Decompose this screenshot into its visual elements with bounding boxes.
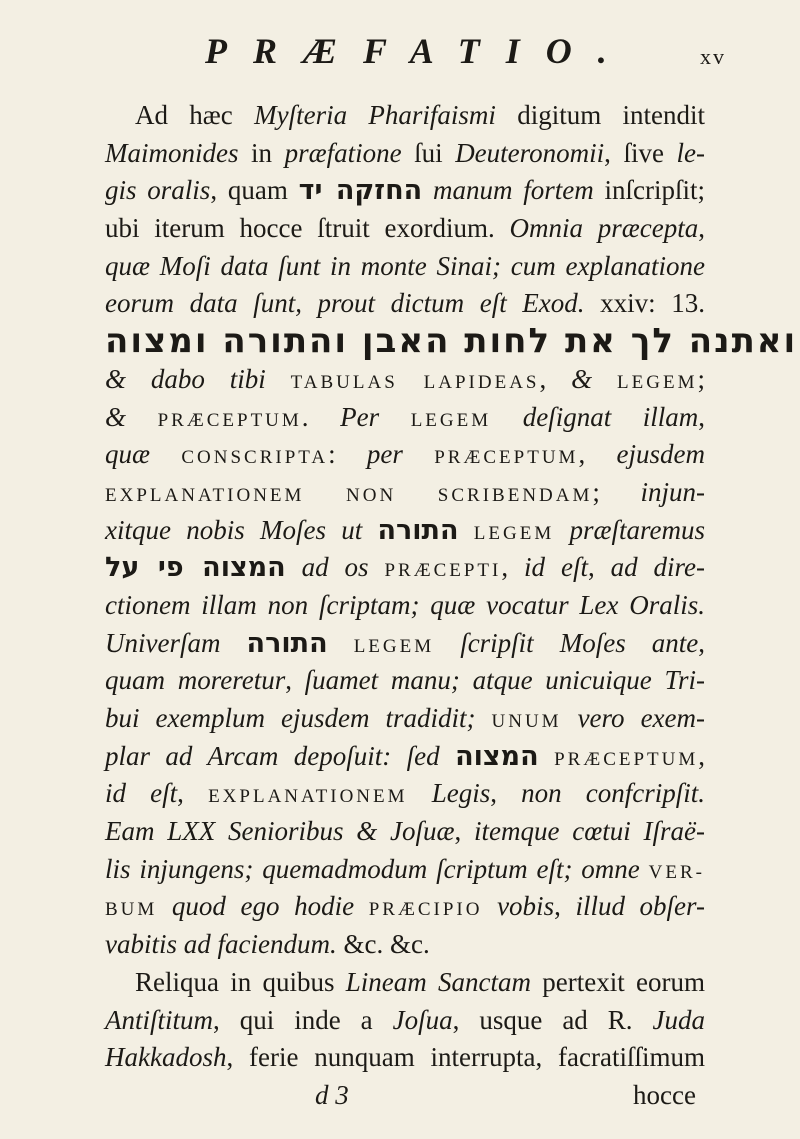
hebrew-word: התורה [246,627,328,659]
text-line: EXPLANATIONEM NON SCRIBENDAM; injun- [105,476,705,507]
hebrew-word: התורה [377,514,459,546]
text-line: gis oralis, quam החזקה יד manum fortem inſcripſit; [105,175,705,207]
hebrew-word: המצוה [455,740,539,772]
text-line: Reliqua in quibus Lineam Sanctam pertexit eorum [135,966,705,997]
text-line: BUM quod ego hodie PRÆCIPIO vobis, illud obſer- [105,891,705,922]
signature-line [105,1077,705,1115]
text-line: המצוה פי על ad os PRÆCEPTI, id eſt, ad dire- [105,552,706,584]
running-head [0,22,800,82]
text-line: & PRÆCEPTUM. Per LEGEM deſignat illam, [105,401,706,432]
hebrew-phrase: החזקה יד [298,175,423,207]
text-line: quæ CONSCRIPTA: per PRÆCEPTUM, ejusdem [105,439,705,470]
text-line: Ad hæc Myſteria Pharifaismi digitum intendit [135,100,706,130]
text-line: Univerſam התורה LEGEM ſcripſit Moſes ante, [105,627,706,659]
text-line: xitque nobis Moſes ut התורה LEGEM præſtaremus [105,514,705,546]
running-title: PRÆFATIO. [205,31,633,71]
body-text [105,97,798,1115]
text-line: bui exemplum ejusdem tradidit; UNUM vero exem- [105,703,706,733]
text-line: Antiſtitum, qui inde a Joſua, usque ad R. Juda [105,1004,705,1035]
text-line: lis injungens; quemadmodum ſcriptum eſt; omne VER- [105,853,705,884]
text-line: & dabo tibi TABULAS LAPIDEAS, & LEGEM; [105,363,705,394]
hebrew-phrase: המצוה פי על [105,552,286,584]
text-line: quæ Moſi data ſunt in monte Sinai; cum explanatione [105,250,705,281]
text-line: vabitis ad faciendum. &c. &c. [105,929,430,960]
page-number: xv [700,44,726,69]
catchword: hocce [633,1079,696,1110]
text-line: Maimonides in præfatione ſui Deuteronomii, ſive le- [105,137,705,168]
text-line: quam moreretur, ſuamet manu; atque unicuique Tri- [105,665,705,696]
text-line: plar ad Arcam depoſuit: ſed המצוה PRÆCEPTUM, [105,740,706,772]
text-line: Hakkadosh, ferie nunquam interrupta, facratiſſimum [105,1042,705,1073]
text-line: ctionem illam non ſcriptam; quæ vocatur Lex Oralis. [105,589,705,620]
signature-mark: d 3 [315,1079,349,1110]
text-line: eorum data ſunt, prout dictum eſt Exod. xxiv: 13. [105,288,705,319]
text-line: Eam LXX Senioribus & Joſuæ, itemque cœtui Iſraë- [105,816,706,847]
text-line [105,321,798,362]
hebrew-verse: ואתנה לך את לחות האבן והתורה ומצוה [105,321,798,362]
text-line: id eſt, EXPLANATIONEM Legis, non confcripſit. [105,778,706,809]
text-line: ubi iterum hocce ſtruit exordium. Omnia præcepta, [105,213,705,244]
